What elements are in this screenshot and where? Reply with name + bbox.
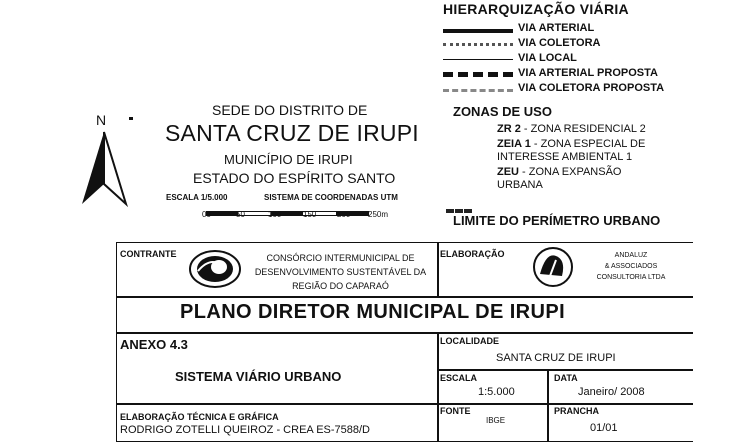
header-scale: ESCALA 1/5.000 [166, 193, 228, 202]
prancha-value: 01/01 [590, 422, 618, 434]
scale-bar [206, 203, 369, 208]
header-sede: SEDE DO DISTRITO DE [212, 102, 368, 118]
zone-zeu-text2: URBANA [497, 179, 543, 191]
north-arrow-icon [78, 130, 130, 213]
header-coord-system: SISTEMA DE COORDENADAS UTM [264, 193, 398, 202]
divider-h1 [117, 296, 693, 298]
legend-via-coletora-proposta: VIA COLETORA PROPOSTA [518, 82, 665, 94]
zone-zeu-code: ZEU [497, 166, 519, 178]
legend-via-arterial: VIA ARTERIAL [518, 22, 595, 34]
zone-zeia1-code: ZEIA 1 [497, 138, 531, 150]
fonte-value: IBGE [486, 416, 506, 425]
via-local-line [443, 59, 513, 60]
scale-tick-100: 100 [268, 210, 282, 219]
localidade-value: SANTA CRUZ DE IRUPI [496, 352, 616, 364]
localidade-label: LOCALIDADE [440, 336, 499, 346]
consorcio-logo [188, 249, 242, 294]
escala-value: 1:5.000 [478, 386, 515, 398]
via-arterial-proposta-line [443, 72, 513, 77]
scale-tick-50: 50 [236, 210, 245, 219]
small-mark [129, 117, 133, 120]
divider-h3 [117, 403, 437, 405]
divider-v1 [437, 243, 439, 296]
divider-v3 [547, 369, 549, 441]
perimeter-label: LIMITE DO PERÍMETRO URBANO [453, 213, 661, 228]
scale-tick-250: 250m [368, 210, 389, 219]
scale-tick-200: 200 [337, 210, 351, 219]
legend-via-local: VIA LOCAL [518, 52, 577, 64]
contrante-label: CONTRANTE [120, 249, 177, 259]
zone-zeu-text: - ZONA EXPANSÃO [519, 166, 622, 178]
divider-h4 [437, 369, 693, 371]
zone-zr2-code: ZR 2 [497, 123, 521, 135]
divider-h5 [437, 403, 693, 405]
divider-h2 [117, 332, 693, 334]
zone-zr2 [497, 123, 697, 136]
zone-zeia1-text: - ZONA ESPECIAL DE [530, 138, 646, 150]
legend-via-arterial-proposta: VIA ARTERIAL PROPOSTA [518, 67, 658, 79]
elaboracao-label: ELABORAÇÃO [440, 249, 505, 259]
via-arterial-line [443, 29, 513, 33]
andaluz-logo [532, 246, 574, 293]
consorcio-line-1: CONSÓRCIO INTERMUNICIPAL DE [266, 253, 415, 263]
consorcio-name [248, 251, 433, 293]
via-coletora-proposta-line [443, 89, 513, 92]
header-city: SANTA CRUZ DE IRUPI [165, 120, 419, 146]
divider-v2 [437, 332, 439, 441]
zone-zr2-text: - ZONA RESIDENCIAL 2 [520, 123, 646, 135]
escala-label: ESCALA [440, 373, 478, 383]
plan-title: PLANO DIRETOR MUNICIPAL DE IRUPI [180, 301, 566, 323]
header-state: ESTADO DO ESPÍRITO SANTO [193, 170, 396, 186]
via-coletora-line [443, 43, 513, 46]
andaluz-line-1: ANDALUZ [614, 252, 648, 259]
north-letter: N [96, 112, 107, 128]
prancha-label: PRANCHA [554, 406, 599, 416]
header-municipio: MUNICÍPIO DE IRUPI [224, 152, 353, 167]
zone-zeia1-text2: INTERESSE AMBIENTAL 1 [497, 151, 633, 163]
anexo-label: ANEXO 4.3 [120, 337, 188, 352]
sistema-title: SISTEMA VIÁRIO URBANO [175, 369, 342, 384]
legend-via-coletora: VIA COLETORA [518, 37, 601, 49]
zone-zeu [497, 166, 697, 192]
andaluz-line-2: & ASSOCIADOS [604, 263, 658, 270]
zones-title: ZONAS DE USO [453, 104, 552, 119]
consorcio-line-2: DESENVOLVIMENTO SUSTENTÁVEL DA [254, 267, 427, 277]
consorcio-line-3: REGIÃO DO CAPARAÓ [292, 281, 389, 291]
data-label: DATA [554, 373, 578, 383]
fonte-label: FONTE [440, 406, 471, 416]
legend-title: HIERARQUIZAÇÃO VIÁRIA [443, 1, 629, 17]
zone-zeia1 [497, 138, 697, 164]
scale-tick-150: 150 [303, 210, 317, 219]
data-value: Janeiro/ 2008 [578, 386, 645, 398]
andaluz-name [586, 250, 676, 283]
scale-tick-0: 00 [202, 210, 211, 219]
elab-tec-label: ELABORAÇÃO TÉCNICA E GRÁFICA [120, 412, 279, 422]
andaluz-line-3: CONSULTORIA LTDA [596, 274, 666, 281]
elab-tec-value: RODRIGO ZOTELLI QUEIROZ - CREA ES-7588/D [120, 424, 370, 436]
